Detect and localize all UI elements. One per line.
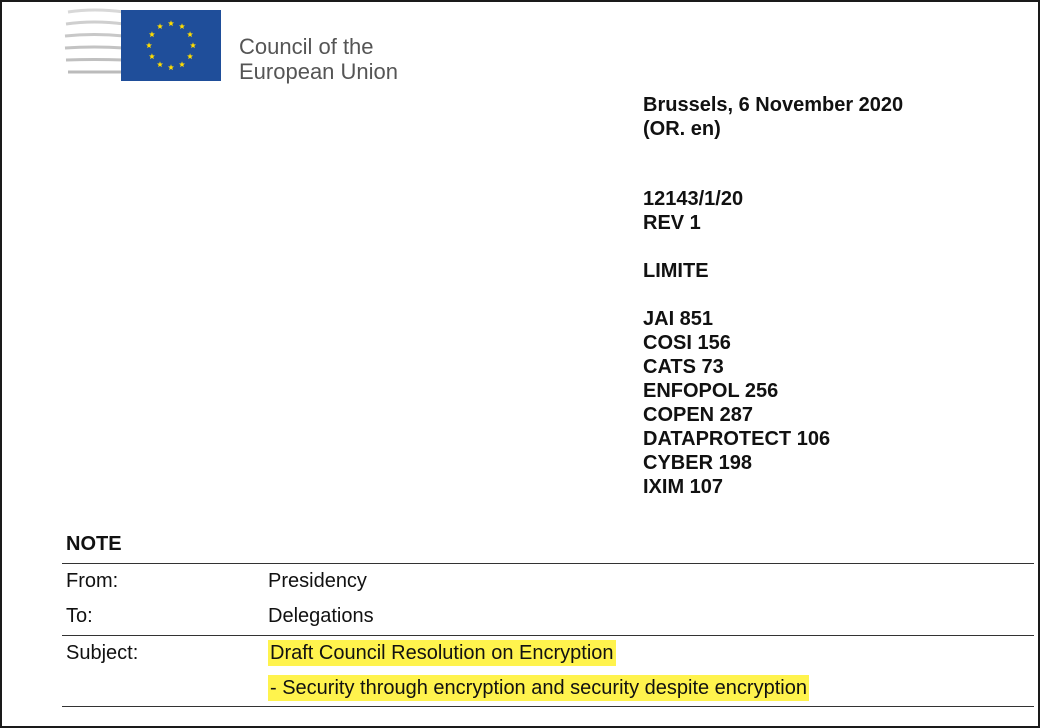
code-dataprotect: DATAPROTECT 106: [643, 428, 831, 450]
eu-flag-icon: [121, 10, 221, 81]
from-value: Presidency: [268, 570, 367, 592]
note-title: NOTE: [66, 533, 122, 555]
from-row: [66, 570, 268, 593]
place-date: Brussels, 6 November 2020: [643, 94, 904, 116]
subject-row: [66, 642, 268, 665]
revision: REV 1: [643, 212, 701, 234]
organisation-line-1: Council of the: [239, 34, 374, 59]
original-language: (OR. en): [643, 118, 721, 140]
code-cyber: CYBER 198: [643, 452, 752, 474]
to-row: [66, 605, 268, 628]
note-top-divider: [62, 563, 1034, 564]
note-bottom-divider: [62, 706, 1034, 707]
organisation-name: [239, 34, 398, 84]
code-cats: CATS 73: [643, 356, 724, 378]
document-info-block: [643, 93, 903, 499]
subject-divider: [62, 635, 1034, 636]
code-cosi: COSI 156: [643, 332, 731, 354]
subject-highlight-1: Draft Council Resolution on Encryption: [270, 642, 614, 664]
subject-label: Subject:: [66, 642, 139, 664]
organisation-line-2: European Union: [239, 59, 399, 84]
from-label: From:: [66, 570, 119, 592]
code-jai: JAI 851: [643, 308, 714, 330]
to-label: To:: [66, 605, 93, 627]
code-copen: COPEN 287: [643, 404, 754, 426]
code-ixim: IXIM 107: [643, 476, 724, 498]
classification: LIMITE: [643, 260, 709, 282]
council-logo: [64, 6, 424, 86]
subject-line-1: [268, 642, 616, 665]
logo-stripes-icon: [64, 6, 124, 82]
subject-highlight-2: - Security through encryption and security despite encryption: [270, 677, 807, 699]
subject-line-2: [268, 677, 809, 700]
document-number: 12143/1/20: [643, 188, 744, 210]
to-value: Delegations: [268, 605, 374, 627]
code-enfopol: ENFOPOL 256: [643, 380, 779, 402]
